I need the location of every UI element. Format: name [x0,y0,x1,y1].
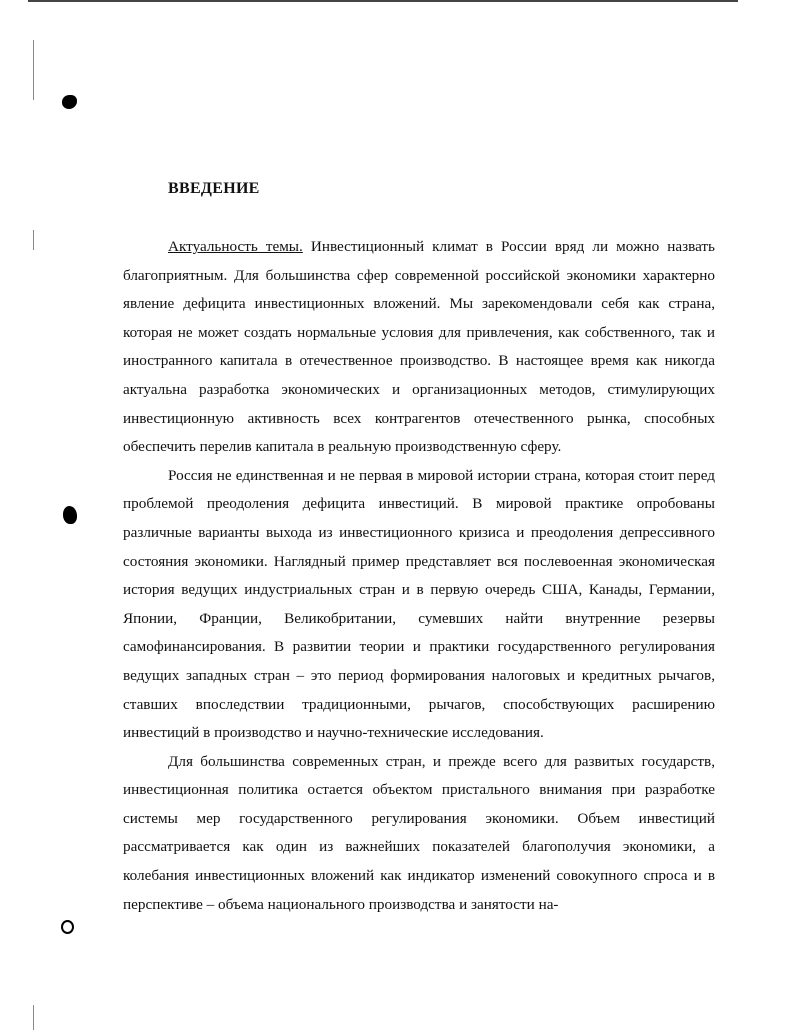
paragraph-text: Россия не единственная и не первая в мировой истории страна, которая стоит перед проблемой преодоления дефицита инвестиций. В мировой практике опробованы различные варианты выхода из инвестиционного кризиса и преодоления депрессивного состояния экономики. Наглядный пример представляет вся послевоенная экономическая история ведущих индустриальных стран и в первую очередь США, Канады, Германии, Японии, Франции, Великобритании, сумевших найти внутренние резервы самофинансирования. В развитии теории и практики государственного регулирования ведущих западных стран – это период формирования налоговых и кредитных рычагов, ставших впоследствии традиционными, рычагов, способствующих расширению инвестиций в производство и научно-технические исследования. [123,466,715,742]
scan-top-rule [28,0,738,2]
punch-hole-mark [63,506,77,524]
page-heading: ВВЕДЕНИЕ [168,180,260,197]
punch-hole-mark [62,95,77,109]
scan-margin-line [33,1005,34,1030]
paragraph-relevance [123,233,715,462]
paragraph-text: Для большинства современных стран, и прежде всего для развитых государств, инвестиционная политика остается объектом пристального внимания при разработке системы мер государственного регулирования экономики. Объем инвестиций рассматривается как один из важнейших показателей благополучия экономики, а колебания инвестиционных вложений как индикатор изменений совокупного спроса и в перспективе – объема национального производства и занятости на- [123,752,715,913]
punch-hole-mark [61,920,74,934]
document-body [123,233,715,919]
scan-margin-line [33,230,34,250]
relevance-label: Актуальность темы. [168,238,303,255]
scan-margin-line [33,40,34,100]
paragraph-text: Инвестиционный климат в России вряд ли можно назвать благоприятным. Для большинства сфер современной российской экономики характерно явление дефицита инвестиционных вложений. Мы зарекомендовали себя как страна, которая не может создать нормальные условия для привлечения, как собственного, так и иностранного капитала в отечественное производство. В настоящее время как никогда актуальна разработка экономических и организационных методов, стимулирующих инвестиционную активность всех контрагентов отечественного рынка, способных обеспечить перелив капитала в реальную производственную сферу. [123,238,715,456]
